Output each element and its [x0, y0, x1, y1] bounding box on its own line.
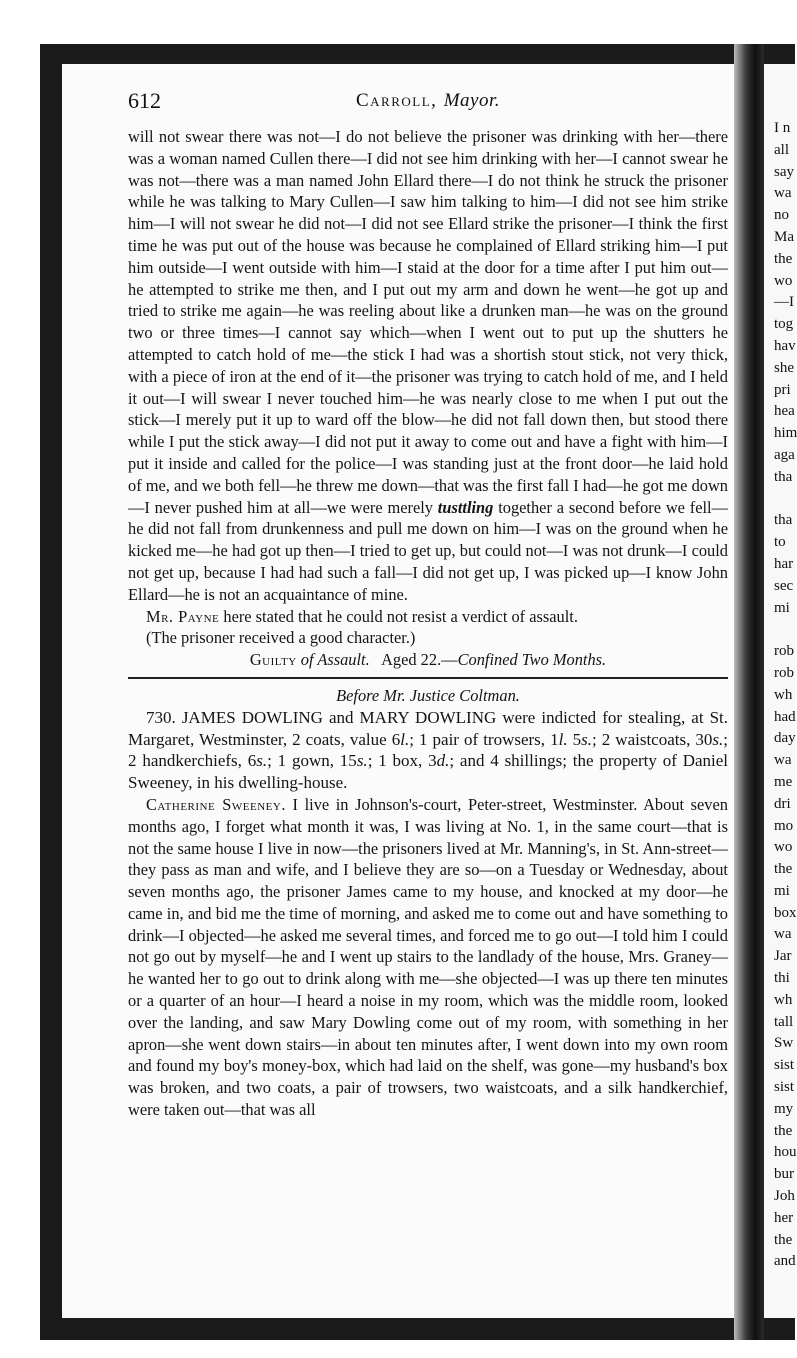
currency-l: l.: [400, 729, 410, 749]
verdict-guilty: Guilty: [249, 650, 297, 670]
witness-testimony: [128, 794, 728, 1121]
witness-text: I live in Johnson's-court, Peter-street, Westminster. About seven months ago, I forget what month it was, I was living at No. 1, in the same court—that is not the same house I live in now—the prisoners lived at Mr. Manning's, in St. Ann-street—they pass as man and wife, and I believe they are so—on a Tuesday or Wednesday, about seven months ago, the prisoner James came to my house, and knocked at my door—he came in, and bid me the time of morning, and asked me to come out and have something to drink—I objected—he asked me several times, and forced me to go out—I told him I could not go out by myself—he and I went up stairs to the landlady of the house, Mrs. Graney—he wanted her to go out to drink along with me—she objected—I was up there ten minutes or a quarter of an hour—I heard a noise in my room, which was the middle room, looked over the landing, and saw Mary Dowling come out of my room, with something in her apron—she went down stairs—in about ten minutes after, I went down into my own room and found my boy's money-box, which had laid on the shelf, was gone—my husband's box was broken, and two coats, a pair of trowsers, two waistcoats, and a silk handkerchief, were taken out—that was all: [128, 794, 728, 1120]
facing-page-line: and: [774, 1253, 796, 1270]
testimony-text-a: will not swear there was not—I do not believe the prisoner was drinking with her—there was a woman named Cullen there—I did not see him drinking with her—I cannot swear he was not—there was a man named John Ellard there—I do not think he struck the prisoner while he was talking to Mary Cullen—I saw him talking to him—I did not see him strike him—I will not swear he did not—I did not see Ellard strike the prisoner—I think the first time he was put out of the house was because he complained of Ellard striking him—I put him outside—I went outside with him—I staid at the door for a time after I put him out—he attempted to strike me then, and I put out my arm and down he went—he got up and tried to strike me again—he was reeling about like a drunken man—he was on the ground two or three times—I cannot say which—when I went out to put up the shutters he attempted to catch hold of me—the stick I had was a shortish stout stick, not very thick, with a piece of iron at the end of it—the prisoner was trying to catch hold of me, and I held it out—I will swear I never touched him—he was nearly close to me when I put out the stick—I merely put it up to ward off the blow—he did not fall down then, but stood there while I put the stick away—I did not put it away to come out and have a fight with him—I put it inside and called for the police—I was standing just at the front door—he laid hold of me, and we both fell—he threw me down—that was the first fall I had—he got me down—I never pushed him at all—we were merely: [128, 127, 728, 517]
facing-page-line: the: [774, 250, 793, 267]
facing-page-line: hav: [774, 337, 796, 354]
facing-page-line: had: [774, 708, 796, 725]
section-divider: [128, 677, 728, 679]
running-title-name: Carroll,: [356, 90, 438, 111]
facing-page-line: hea: [774, 403, 795, 420]
facing-page-line: no: [774, 207, 789, 224]
facing-page-line: the: [774, 1122, 793, 1139]
character-note: (The prisoner received a good character.): [146, 628, 416, 648]
facing-page-line: rob: [774, 664, 794, 681]
verdict-age: Aged 22.—: [381, 650, 458, 670]
indictment-text: ; 1 pair of trowsers, 1: [409, 729, 559, 749]
facing-page-line: Sw: [774, 1035, 794, 1052]
facing-page-line: wh: [774, 686, 793, 703]
facing-page-line: him: [774, 425, 797, 442]
indictment-text: ; 1 box, 3: [367, 751, 437, 771]
facing-page-line: [774, 619, 795, 641]
currency-s: s.: [581, 729, 592, 749]
facing-page-line: wo: [774, 839, 793, 856]
verdict-sentence: Confined Two Months.: [457, 650, 607, 670]
indictment-text: ; 2 handkerchiefs, 6: [128, 729, 729, 771]
running-head: [128, 88, 728, 112]
facing-page-text: [764, 64, 795, 1273]
facing-page-line: aga: [774, 446, 795, 463]
facing-page-line: box: [774, 904, 797, 921]
indictment-text: were indicted for stealing, at St. Margaret, Westminster, 2 coats, value 6: [128, 707, 729, 749]
facing-page-line: I n: [774, 120, 791, 136]
facing-page-line: her: [774, 1209, 794, 1226]
currency-l: l.: [558, 729, 568, 749]
facing-page-line: pri: [774, 381, 791, 398]
page-number: 612: [128, 88, 161, 113]
facing-page-line: —I: [774, 294, 794, 311]
counsel-statement: [128, 606, 728, 628]
facing-page-line: all: [774, 141, 789, 158]
facing-page-line: she: [774, 359, 794, 376]
currency-s: s.: [256, 751, 268, 771]
facing-page-line: Joh: [774, 1188, 795, 1205]
case-paragraph: [128, 707, 728, 794]
facing-page-line: Ma: [774, 228, 794, 245]
facing-page-line: thi: [774, 970, 790, 987]
facing-page-line: me: [774, 773, 793, 790]
book-binding-bottom: [40, 1316, 795, 1340]
counsel-text: here stated that he could not resist a verdict of assault.: [223, 606, 578, 626]
facing-page-line: mo: [774, 817, 794, 834]
running-title-office: Mayor.: [443, 90, 500, 111]
currency-s: s.: [712, 729, 724, 749]
facing-page-line: tall: [774, 1013, 794, 1030]
facing-page-fragment: [764, 64, 795, 1318]
facing-page-line: wa: [774, 185, 792, 202]
testimony-text-b: together a second before we fell—he did not fall from drunkenness and pull me down on him—I was on the ground when he kicked me—he had got up then—I tried to get up, but could not—I was not drunk—I could not get up, because I had had such a fall—I did not get up, I was picked up—I know John Ellard—he is not an acquaintance of mine.: [128, 497, 728, 604]
facing-page-line: mi: [774, 882, 790, 899]
facing-page-line: the: [774, 861, 793, 878]
facing-page-line: tog: [774, 316, 794, 333]
facing-page-line: to: [774, 534, 786, 551]
facing-page-line: sist: [774, 1057, 795, 1074]
facing-page-line: tha: [774, 512, 793, 529]
facing-page-line: [774, 489, 795, 511]
counsel-name: Mr. Payne: [146, 606, 220, 626]
facing-page-line: mi: [774, 599, 790, 616]
document-page: [62, 64, 734, 1318]
testimony-italic-word: tusttling: [437, 497, 494, 517]
facing-page-line: say: [774, 163, 794, 180]
case-defendants: JAMES DOWLING and MARY DOWLING: [181, 707, 497, 727]
currency-d: d.: [436, 751, 450, 771]
currency-s: s.: [356, 751, 368, 771]
judge-heading: Before Mr. Justice Coltman.: [336, 685, 520, 705]
facing-page-line: wa: [774, 926, 792, 943]
facing-page-line: dri: [774, 795, 791, 812]
indictment-text: ; and 4 shillings; the property of Daniel Sweeney, in his dwelling-house.: [128, 751, 729, 793]
facing-page-line: sec: [774, 577, 794, 594]
indictment-text: 5: [567, 729, 582, 749]
indictment-text: ; 1 gown, 15: [267, 751, 357, 771]
facing-page-line: hou: [774, 1144, 797, 1161]
facing-page-line: wo: [774, 272, 793, 289]
running-title: [128, 90, 728, 112]
facing-page-line: rob: [774, 643, 794, 660]
verdict-line: [128, 649, 728, 671]
book-gutter: [734, 44, 764, 1340]
verdict-offence: of Assault.: [300, 650, 370, 670]
case-number: 730.: [146, 707, 176, 727]
indictment-text: ; 2 waistcoats, 30: [592, 729, 713, 749]
facing-page-line: har: [774, 555, 794, 572]
facing-page-line: bur: [774, 1166, 794, 1183]
facing-page-line: Jar: [774, 948, 792, 965]
facing-page-line: my: [774, 1100, 794, 1117]
facing-page-line: wh: [774, 991, 793, 1008]
facing-page-line: day: [774, 730, 796, 747]
facing-page-line: wa: [774, 752, 792, 769]
body-text: [128, 126, 728, 1121]
book-binding-left: [40, 44, 62, 1340]
facing-page-line: tha: [774, 468, 793, 485]
facing-page-line: sist: [774, 1079, 795, 1096]
witness-name: Catherine Sweeney.: [146, 794, 286, 814]
facing-page-line: the: [774, 1231, 793, 1248]
testimony-paragraph: [128, 126, 728, 606]
